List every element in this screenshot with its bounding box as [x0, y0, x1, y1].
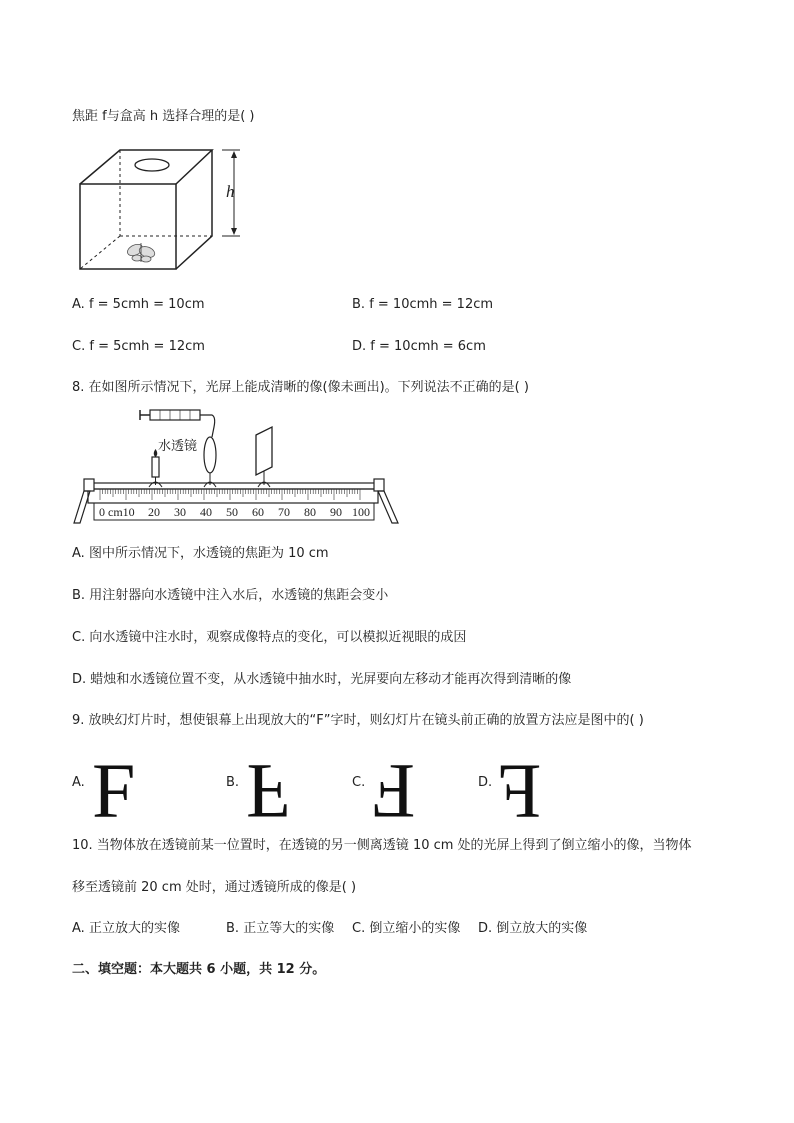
q10-option-d: D. 倒立放大的实像 [478, 921, 588, 936]
q8-stem: 8. 在如图所示情况下，光屏上能成清晰的像(像未画出)。下列说法不正确的是( ) [72, 380, 529, 395]
q7-option-c: C. f = 5cmh = 12cm [72, 339, 205, 354]
ruler-tick-label: 0 cm10 [99, 505, 135, 519]
q7-option-d: D. f = 10cmh = 6cm [352, 339, 486, 354]
q10-option-a: A. 正立放大的实像 [72, 921, 180, 936]
ruler-tick-label: 90 [330, 505, 342, 519]
letter-f-rotated-180: F [372, 748, 416, 835]
q9-stem: 9. 放映幻灯片时，想使银幕上出现放大的“F”字时，则幻灯片在镜头前正确的放置方法应是图中的( ) [72, 713, 644, 728]
ruler-tick-label: 20 [148, 505, 160, 519]
height-label: h [226, 182, 235, 201]
q7-option-b: B. f = 10cmh = 12cm [352, 297, 494, 312]
ruler-tick-label: 80 [304, 505, 316, 519]
ruler-tick-label: 30 [174, 505, 186, 519]
letter-f-upright: F [92, 747, 136, 834]
butterfly-icon [126, 242, 157, 262]
q9-option-a-label: A. [72, 775, 85, 790]
q8-option-b: B. 用注射器向水透镜中注入水后，水透镜的焦距会变小 [72, 588, 389, 603]
box-figure [72, 140, 262, 275]
q8-option-d: D. 蜡烛和水透镜位置不变，从水透镜中抽水时，光屏要向左移动才能再次得到清晰的像 [72, 672, 572, 687]
q9-option-b-label: B. [226, 775, 240, 790]
q10-option-c: C. 倒立缩小的实像 [352, 921, 461, 936]
ruler-tick-label: 60 [252, 505, 264, 519]
ruler-tick-label: 50 [226, 505, 238, 519]
q8-option-a: A. 图中所示情况下，水透镜的焦距为 10 cm [72, 546, 329, 561]
q10-stem-line2: 移至透镜前 20 cm 处时，通过透镜所成的像是( ) [72, 880, 357, 895]
letter-f-mirrored: F [498, 747, 542, 834]
q9-option-d-label: D. [478, 775, 493, 790]
q8-option-c: C. 向水透镜中注水时，观察成像特点的变化，可以模拟近视眼的成因 [72, 630, 467, 645]
ruler-tick-label: 100 [352, 505, 370, 519]
q10-stem-line1: 10. 当物体放在透镜前某一位置时，在透镜的另一侧离透镜 10 cm 处的光屏上得到了倒立缩小的像，当物体 [72, 838, 692, 853]
q9-option-c-label: C. [352, 775, 366, 790]
letter-f-flipped-vertical: F [246, 748, 290, 835]
section-heading: 二、填空题：本大题共 6 小题，共 12 分。 [72, 962, 326, 977]
q7-stem: 焦距 f与盒高 h 选择合理的是( ) [72, 109, 255, 124]
ruler-tick-label: 40 [200, 505, 212, 519]
q10-option-b: B. 正立等大的实像 [226, 921, 335, 936]
q7-option-a: A. f = 5cmh = 10cm [72, 297, 205, 312]
water-lens-label: 水透镜 [158, 439, 198, 454]
ruler-tick-label: 70 [278, 505, 290, 519]
